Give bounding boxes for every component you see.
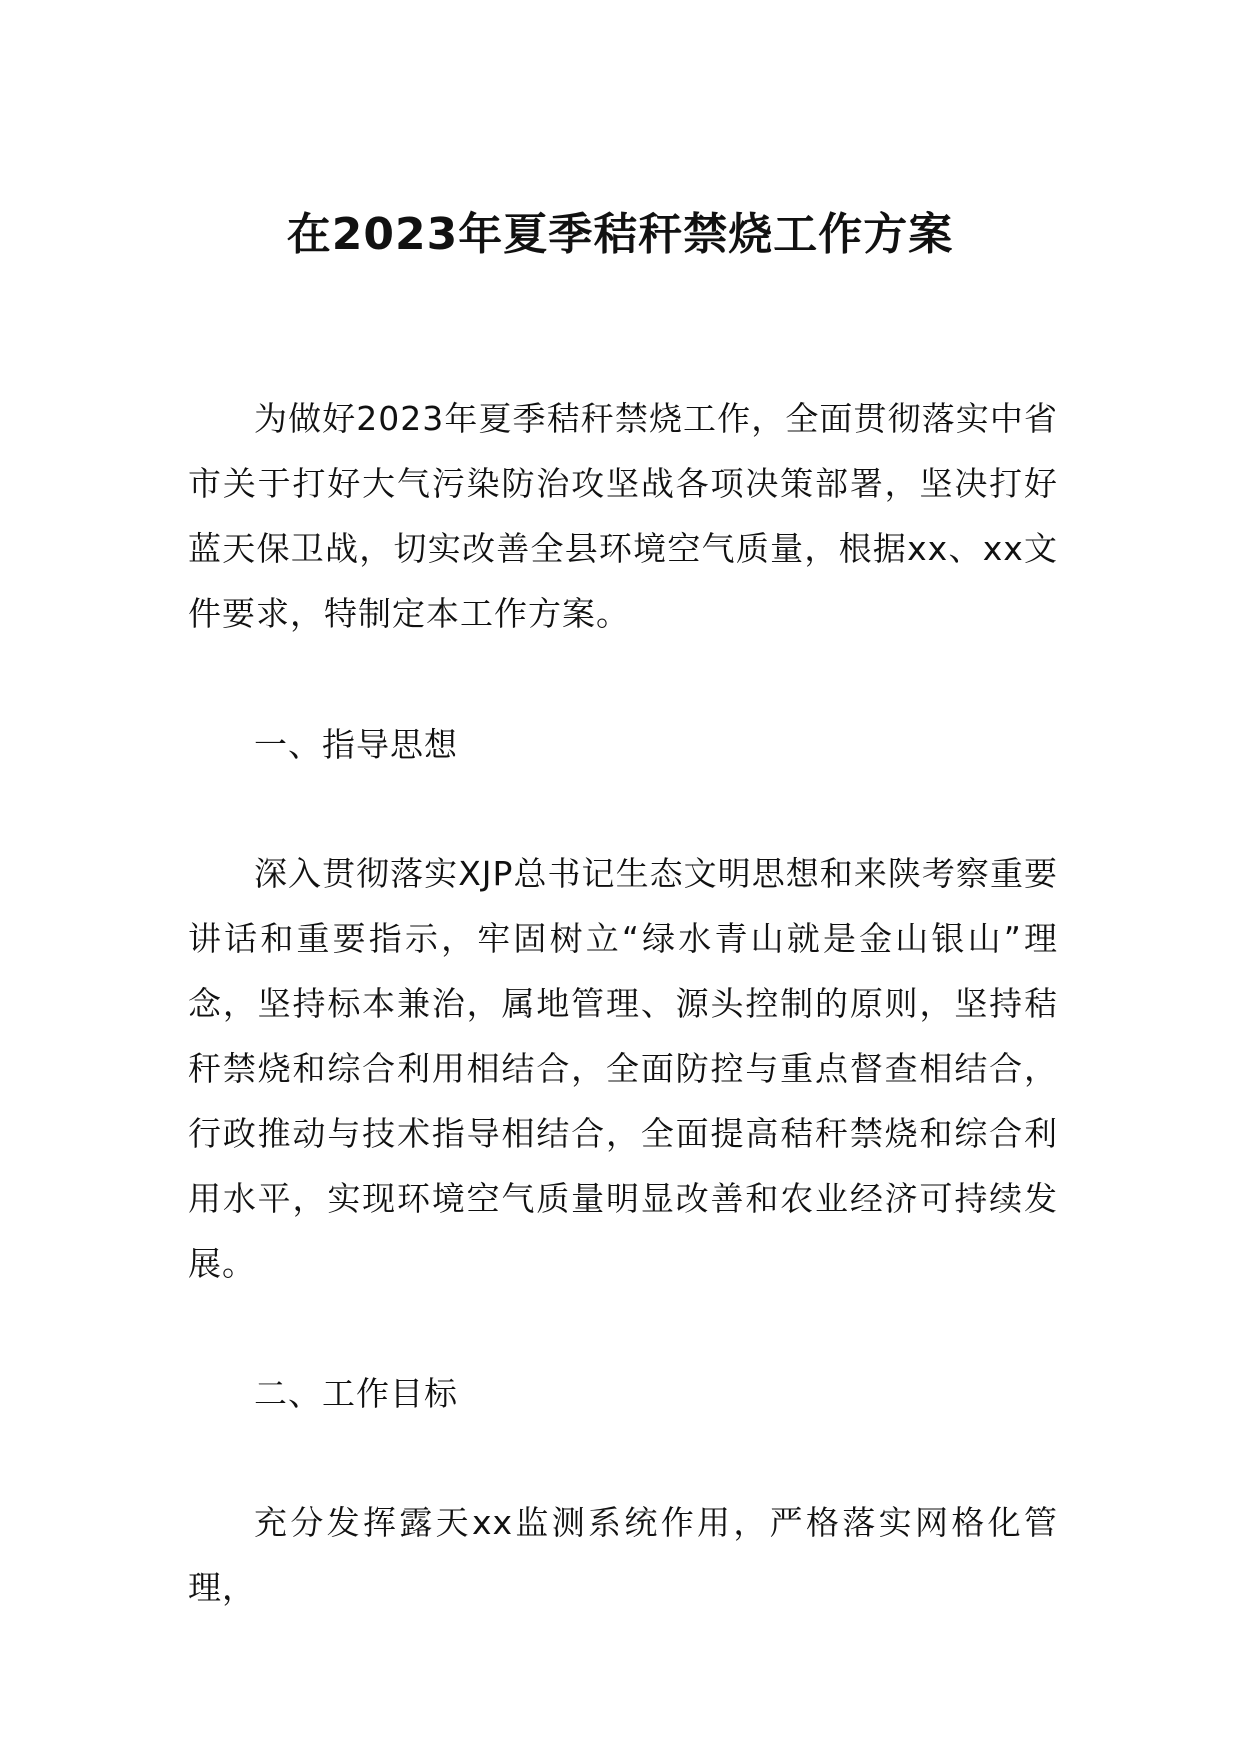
spacer	[188, 646, 1058, 712]
guiding-ideology-paragraph: 深入贯彻落实XJP总书记生态文明思想和来陕考察重要讲话和重要指示，牢固树立“绿水青山就是金山银山”理念，坚持标本兼治，属地管理、源头控制的原则，坚持秸秆禁烧和综合利用相结合，全面防控与重点督查相结合，行政推动与技术指导相结合，全面提高秸秆禁烧和综合利用水平，实现环境空气质量明显改善和农业经济可持续发展。	[188, 854, 1058, 1283]
document-title: 在2023年夏季秸秆禁烧工作方案	[286, 209, 954, 260]
spacer	[188, 1296, 1058, 1361]
section-heading-guiding-ideology: 一、指导思想	[254, 725, 458, 764]
spacer	[188, 1426, 1058, 1490]
intro-paragraph: 为做好2023年夏季秸秆禁烧工作，全面贯彻落实中省市关于打好大气污染防治攻坚战各项决策部署，坚决打好蓝天保卫战，切实改善全县环境空气质量，根据xx、xx文件要求，特制定本工作方案。	[188, 399, 1058, 633]
work-goals-paragraph: 充分发挥露天xx监测系统作用，严格落实网格化管理，	[188, 1503, 1058, 1607]
spacer	[188, 777, 1058, 841]
document-body	[188, 386, 1058, 1620]
section-heading-work-goals: 二、工作目标	[254, 1374, 458, 1413]
